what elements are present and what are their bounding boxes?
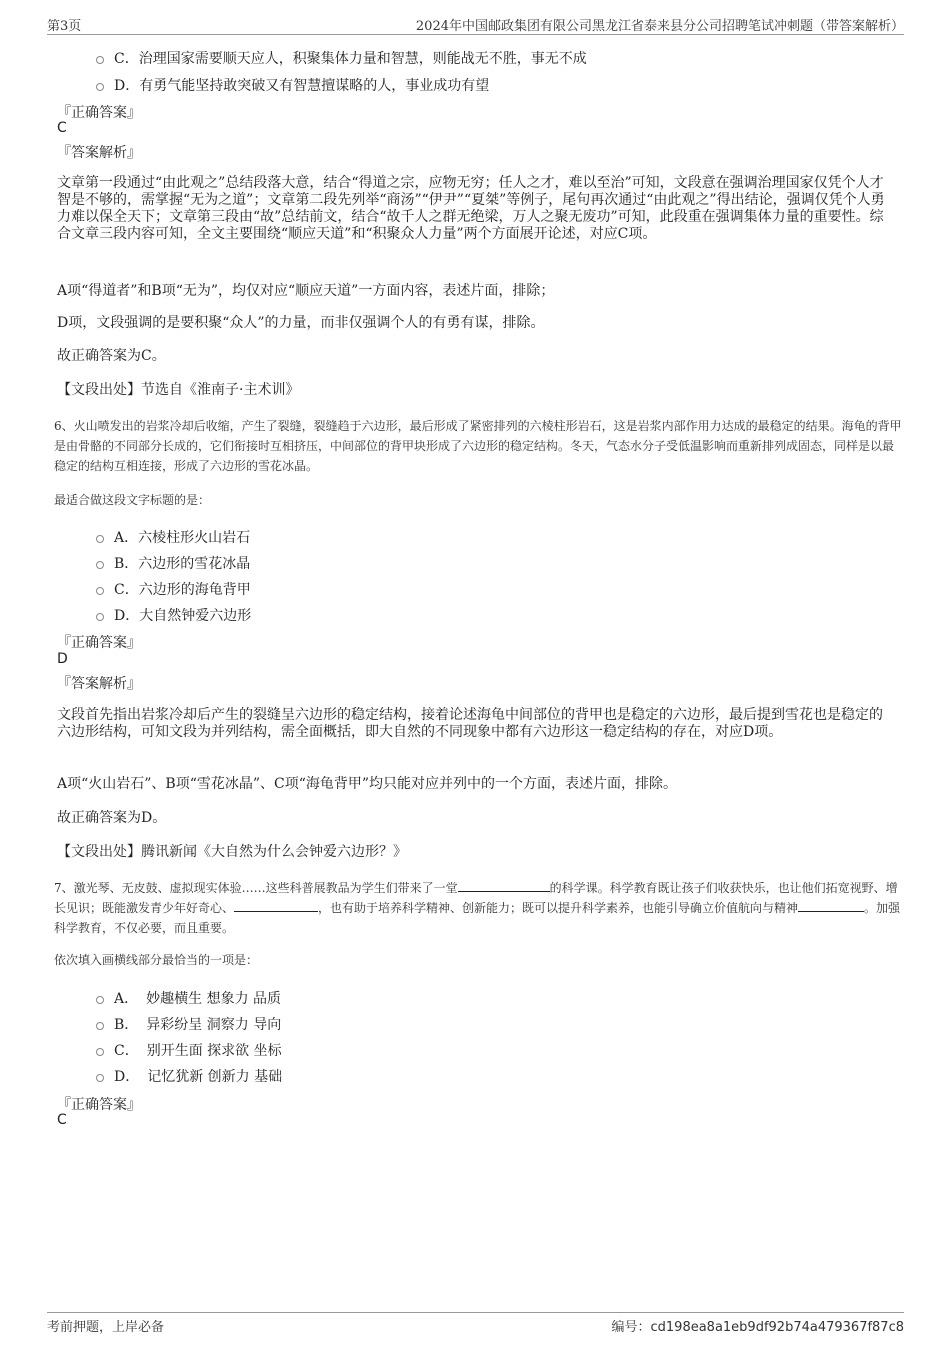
- fill-blank-1: [458, 879, 550, 892]
- option-letter: B．: [114, 1017, 139, 1033]
- q5-analysis: 文章第一段通过“由此观之”总结段落大意，结合“得道之宗，应物无穷；任人之才，难以至治”可知，文段意在强调治理国家仅凭个人才智是不够的，需掌握“无为之道”；文章第二段先列举“商汤”“伊尹”“夏桀”等例子，尾句再次通过“由此观之”得出结论，强调仅凭个人勇力难以保全天下；文章第三段由“故”总结前文，结合“故千人之群无绝梁，万人之聚无废功”可知，此段重在强调集体力量的重要性。综合文章三段内容可知，全文主要围绕“顺应天道”和“积聚众人力量”两个方面展开论述，对应C项。: [57, 175, 885, 242]
- q6-option-a[interactable]: [96, 527, 250, 547]
- q6-note-abc: A项“火山岩石”、B项“雪花冰晶”、C项“海龟背甲”均只能对应并列中的一个方面，表述片面，排除。: [57, 776, 678, 792]
- footer-slogan: 考前押题，上岸必备: [47, 1320, 165, 1335]
- option-text: 六边形的海龟背甲: [138, 582, 251, 598]
- option-text: 六边形的雪花冰晶: [138, 556, 251, 572]
- footer-code-value: cd198ea8a1eb9df92b74a479367f87c8: [650, 1320, 904, 1335]
- q5-note-a: A项“得道者”和B项“无为”，均仅对应“顺应天道”一方面内容，表述片面，排除；: [57, 283, 555, 299]
- q7-answer-label: 『正确答案』: [57, 1097, 141, 1113]
- q5-note-d: D项，文段强调的是要积聚“众人”的力量，而非仅强调个人的有勇有谋，排除。: [57, 315, 545, 331]
- q5-analysis-label: 『答案解析』: [57, 145, 141, 161]
- radio-icon[interactable]: [96, 613, 104, 621]
- option-text: 大自然钟爱六边形: [139, 608, 252, 624]
- q5-option-c[interactable]: [96, 48, 587, 68]
- q6-analysis: 文段首先指出岩浆冷却后产生的裂缝呈六边形的稳定结构，接着论述海龟中间部位的背甲也是稳定的六边形，最后提到雪花也是稳定的六边形结构，可知文段为并列结构，需全面概括，即大自然的不同现象中都有六边形这一稳定结构的存在，对应D项。: [57, 707, 883, 740]
- q7-stem: [54, 878, 904, 938]
- radio-icon[interactable]: [96, 1048, 104, 1056]
- q6-answer-label: 『正确答案』: [57, 635, 141, 651]
- q6-option-d[interactable]: [96, 605, 251, 625]
- q6-analysis-label: 『答案解析』: [57, 676, 141, 692]
- page-number: 第3页: [47, 19, 82, 34]
- q6-answer: D: [57, 651, 68, 667]
- option-text: 别开生面 探求欲 坐标: [146, 1043, 282, 1059]
- page-header: [47, 14, 904, 35]
- q7-option-c[interactable]: [96, 1040, 282, 1060]
- q7-stem-part-4: 。加强科学教育，不仅必要，而且重要。: [54, 901, 901, 935]
- option-text: 异彩纷呈 洞察力 导向: [146, 1017, 282, 1033]
- radio-icon[interactable]: [96, 587, 104, 595]
- radio-icon[interactable]: [96, 996, 104, 1004]
- q6-question: 最适合做这段文字标题的是：: [54, 493, 211, 507]
- fill-blank-2: [234, 899, 318, 912]
- option-letter: A．: [114, 530, 139, 546]
- q7-stem-part-3: ，也有助于培养科学精神、创新能力；既可以提升科学素养，也能引导确立价值航向与精神: [318, 901, 799, 915]
- radio-icon[interactable]: [96, 1022, 104, 1030]
- q6-option-b[interactable]: [96, 553, 250, 573]
- q5-answer-label: 『正确答案』: [57, 105, 141, 121]
- q6-source: 【文段出处】腾讯新闻《大自然为什么会钟爱六边形？》: [57, 844, 407, 860]
- footer-code: [611, 1316, 904, 1335]
- q7-option-a[interactable]: [96, 988, 281, 1008]
- option-letter: C．: [114, 582, 139, 598]
- option-text: 有勇气能坚持敢突破又有智慧擅谋略的人，事业成功有望: [139, 78, 490, 94]
- q5-source: 【文段出处】节选自《淮南子·主术训》: [57, 382, 300, 398]
- q7-answer: C: [57, 1112, 67, 1128]
- radio-icon[interactable]: [96, 561, 104, 569]
- option-letter: C．: [114, 1043, 139, 1059]
- option-text: 治理国家需要顺天应人，积聚集体力量和智慧，则能战无不胜，事无不成: [138, 51, 587, 67]
- q5-conclusion: 故正确答案为C。: [57, 348, 166, 364]
- radio-icon[interactable]: [96, 535, 104, 543]
- radio-icon[interactable]: [96, 1074, 104, 1082]
- footer-code-label: 编号：: [611, 1320, 651, 1335]
- radio-icon[interactable]: [96, 56, 104, 64]
- option-letter: A．: [114, 991, 139, 1007]
- option-text: 记忆犹新 创新力 基础: [147, 1069, 283, 1085]
- q7-stem-part-2: 的科学课。科学教育既让孩子们收获快乐，也让他们拓宽视野、增长见识；既能激发青少年好奇心、: [54, 881, 898, 915]
- q5-answer: C: [57, 120, 67, 136]
- q6-conclusion: 故正确答案为D。: [57, 810, 167, 826]
- page-footer: [47, 1312, 904, 1335]
- option-letter: D．: [114, 1069, 140, 1085]
- q7-stem-part-1: 7、激光琴、无皮鼓、虚拟现实体验……这些科普展教品为学生们带来了一堂: [54, 881, 458, 895]
- option-text: 六棱柱形火山岩石: [138, 530, 251, 546]
- option-letter: D．: [114, 78, 140, 94]
- q6-option-c[interactable]: [96, 579, 251, 599]
- q6-stem: 6、火山喷发出的岩浆冷却后收缩，产生了裂缝，裂缝趋于六边形，最后形成了紧密排列的六棱柱形岩石，这是岩浆内部作用力达成的最稳定的结果。海龟的背甲是由骨骼的不同部分长成的，它们衔接时互相挤压，中间部位的背甲块形成了六边形的稳定结构。冬天，气态水分子受低温影响而重新排列成固态，同样是以最稳定的结构互相连接，形成了六边形的雪花冰晶。: [54, 419, 902, 473]
- option-text: 妙趣横生 想象力 品质: [146, 991, 282, 1007]
- q7-option-d[interactable]: [96, 1066, 282, 1086]
- radio-icon[interactable]: [96, 83, 104, 91]
- q7-question: 依次填入画横线部分最恰当的一项是：: [54, 953, 259, 967]
- option-letter: B．: [114, 556, 139, 572]
- option-letter: D．: [114, 608, 140, 624]
- fill-blank-3: [798, 899, 864, 912]
- q5-option-d[interactable]: [96, 75, 489, 95]
- option-letter: C．: [114, 51, 139, 67]
- q7-option-b[interactable]: [96, 1014, 281, 1034]
- document-title: 2024年中国邮政集团有限公司黑龙江省泰来县分公司招聘笔试冲刺题（带答案解析）: [415, 19, 904, 34]
